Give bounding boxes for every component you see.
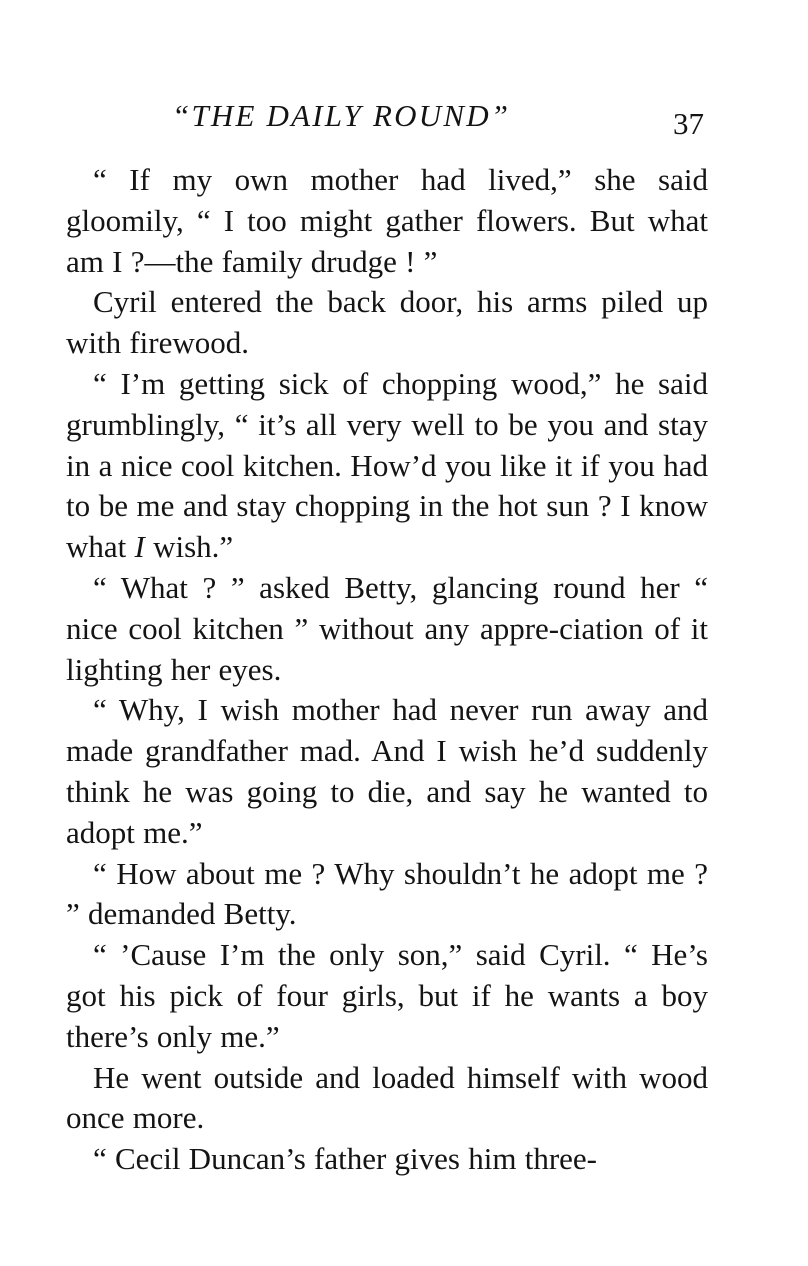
page-number: 37 xyxy=(673,106,704,141)
paragraph: “ ’Cause I’m the only son,” said Cyril. “ He’s got his pick of four girls, but if he wants a boy there’s only me.” xyxy=(66,937,708,1054)
italic-emphasis: I xyxy=(134,529,145,565)
paragraph: “ Why, I wish mother had never run away and made grandfather mad. And I wish he’d suddenly think he was going to die, and say he wanted to adopt me.” xyxy=(66,692,708,850)
paragraph: He went outside and loaded himself with wood once more. xyxy=(66,1059,708,1136)
paragraph-text: “ I’m getting sick of chopping wood,” he said grumblingly, “ it’s all very well to be you and stay in a nice cool kitchen. How’d you like it if you had to be me and stay chopping in the hot sun ? I know what xyxy=(66,365,708,565)
paragraph: “ What ? ” asked Betty, glancing round her “ nice cool kitchen ” without any appre-ciation of it lighting her eyes. xyxy=(66,569,708,687)
text-body xyxy=(66,160,708,1180)
paragraph: “ How about me ? Why shouldn’t he adopt me ? ” demanded Betty. xyxy=(66,855,708,932)
paragraph-text: wish.” xyxy=(144,529,234,565)
paragraph: “ If my own mother had lived,” she said gloomily, “ I too might gather flowers. But what am I ?—the family drudge ! ” xyxy=(66,162,708,279)
paragraph xyxy=(66,364,708,568)
running-head xyxy=(0,94,808,141)
paragraph: “ Cecil Duncan’s father gives him three- xyxy=(93,1141,597,1177)
paragraph: Cyril entered the back door, his arms piled up with firewood. xyxy=(66,284,708,361)
running-title: “THE DAILY ROUND” xyxy=(172,98,511,133)
